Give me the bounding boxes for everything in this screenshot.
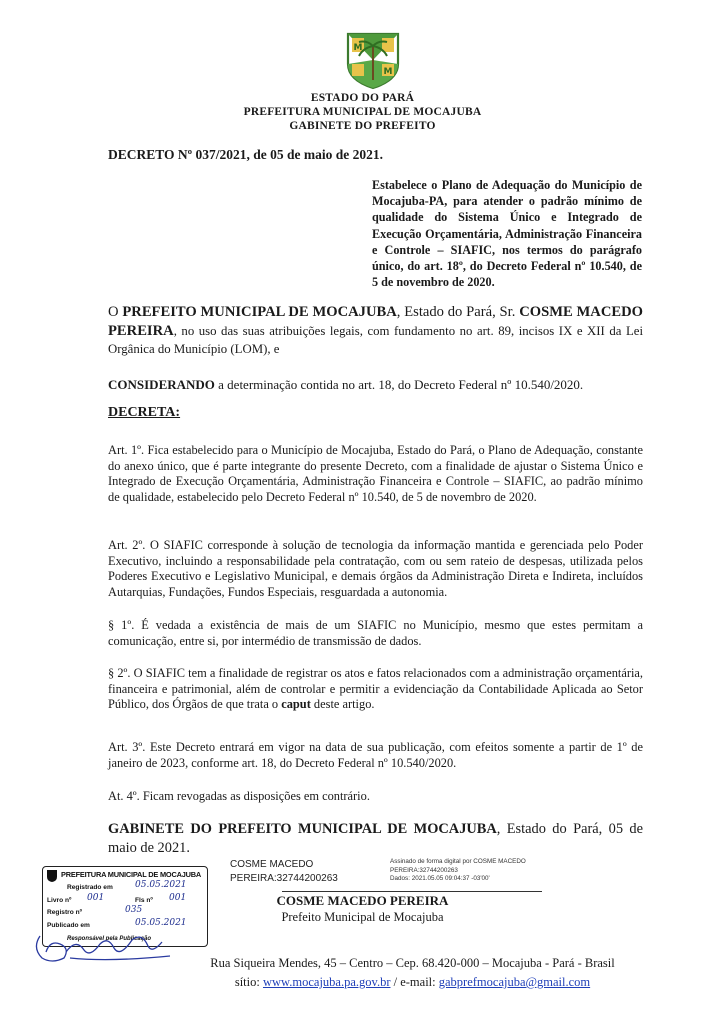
stamp-registered-value: 05.05.2021 xyxy=(135,880,187,890)
article-2-paragraph-2: § 2º. O SIAFIC tem a finalidade de registrar os atos e fatos relacionados com a administração orçamentária, financeira e patrimonial, além de controlar e permitir a evidenciação da Contabilidade Aplicada ao Setor Público, dos Órgãos de que trata o caput deste artigo. xyxy=(108,666,643,712)
palm-tree-crest-icon xyxy=(344,30,402,90)
crest-letter-left: M xyxy=(353,43,363,53)
header-office: GABINETE DO PREFEITO xyxy=(289,120,436,132)
header-state: ESTADO DO PARÁ xyxy=(310,92,415,104)
article-3: Art. 3º. Este Decreto entrará em vigor na data de sua publicação, com efeitos somente a partir de 1º de janeiro de 2023, conforme art. 18, do Decreto Federal nº 10.540/2020. xyxy=(108,740,643,770)
website-link[interactable]: www.mocajuba.pa.gov.br xyxy=(262,975,391,989)
stamp-emblem-icon xyxy=(46,869,58,883)
crest-letter-right: M xyxy=(383,67,393,77)
digital-signature-info: Assinado de forma digital por COSME MACEDO PEREIRA:32744200263 Dados: 2021.05.05 09:04:37 -03'00' xyxy=(390,858,526,883)
stamp-responsible-label: Responsável pela Publicação xyxy=(67,936,152,942)
stamp-published-label: Publicado em xyxy=(47,922,90,929)
stamp-record-value: 035 xyxy=(125,905,143,915)
stamp-page-value: 001 xyxy=(169,893,187,903)
stamp-book-label: Livro nº xyxy=(47,897,72,904)
closing-line: GABINETE DO PREFEITO MUNICIPAL DE MOCAJUBA, Estado do Pará, 05 de maio de 2021. xyxy=(108,821,643,856)
email-link[interactable]: gabprefmocajuba@gmail.com xyxy=(438,975,591,989)
stamp-title: PREFEITURA MUNICIPAL DE MOCAJUBA xyxy=(61,870,202,879)
mayor-title: PREFEITO MUNICIPAL DE MOCAJUBA xyxy=(122,304,397,320)
signatory-role: Prefeito Municipal de Mocajuba xyxy=(281,910,444,924)
digital-signature-name: COSME MACEDO PEREIRA:32744200263 xyxy=(230,859,338,884)
header-city-hall: PREFEITURA MUNICIPAL DE MOCAJUBA xyxy=(243,106,482,118)
mayor-name: COSME MACEDO PEREIRA xyxy=(108,304,643,339)
stamp-record-label: Registro nº xyxy=(47,909,83,916)
considerando: CONSIDERANDO a determinação contida no art. 18, do Decreto Federal nº 10.540/2020. xyxy=(108,377,584,392)
article-4: At. 4º. Ficam revogadas as disposições em contrário. xyxy=(108,789,370,803)
footer-address: Rua Siqueira Mendes, 45 – Centro – Cep. 68.420-000 – Mocajuba - Pará - Brasil xyxy=(210,956,615,970)
article-2-paragraph-1: § 1º. É vedada a existência de mais de um SIAFIC no Município, mesmo que estes permitam a comunicação, entre si, por intermédio de transmissão de dados. xyxy=(108,618,643,648)
article-2: Art. 2º. O SIAFIC corresponde à solução de tecnologia da informação mantida e gerenciada pelo Poder Executivo, incluindo a responsabilidade pela contratação, com ou sem rateio de despesas, utilizada pelos Poderes Executivo e Legislativo Municipal, e demais órgãos da Administração Direta e Indireta, incluídos Autarquias, Fundações, Fundos Especiais, resguardada a autonomia. xyxy=(108,538,643,599)
stamp-book-value: 001 xyxy=(87,893,105,903)
article-1: Art. 1º. Fica estabelecido para o Município de Mocajuba, Estado do Pará, o Plano de Adequação, constante do anexo único, que é parte integrante do presente Decreto, com a finalidade de ajustar o Sistema Único e Integrado de Execução Orçamentária, Administração Financeira e Controle – SIAFIC, ao padrão mínimo de qualidade, estabelecido pelo Decreto Federal nº 10.540, de 5 de novembro de 2020. xyxy=(108,443,643,504)
decreta-heading: DECRETA: xyxy=(108,405,181,420)
footer-contact: sítio: www.mocajuba.pa.gov.br / e-mail: gabprefmocajuba@gmail.com xyxy=(234,975,591,989)
stamp-published-value: 05.05.2021 xyxy=(135,918,187,928)
signature-line xyxy=(282,891,542,892)
stamp-registered-label: Registrado em xyxy=(67,884,113,891)
signatory-name: COSME MACEDO PEREIRA xyxy=(276,893,449,908)
preamble: O PREFEITO MUNICIPAL DE MOCAJUBA, Estado do Pará, Sr. COSME MACEDO PEREIRA, no uso das suas atribuições legais, com fundamento no art. 89, incisos IX e XII da Lei Orgânica do Município (LOM), e xyxy=(108,304,643,357)
stamp-page-label: Fls nº xyxy=(135,897,153,904)
decree-title: DECRETO Nº 037/2021, de 05 de maio de 2021. xyxy=(108,147,383,162)
decree-summary: Estabelece o Plano de Adequação do Município de Mocajuba-PA, para atender o padrão mínimo de qualidade do Sistema Único e Integrado de Execução Orçamentária, Administração Financeira e Controle – SIAFIC, nos termos do parágrafo único, do art. 18º, do Decreto Federal nº 10.540, de 5 de novembro de 2020. xyxy=(372,178,642,290)
